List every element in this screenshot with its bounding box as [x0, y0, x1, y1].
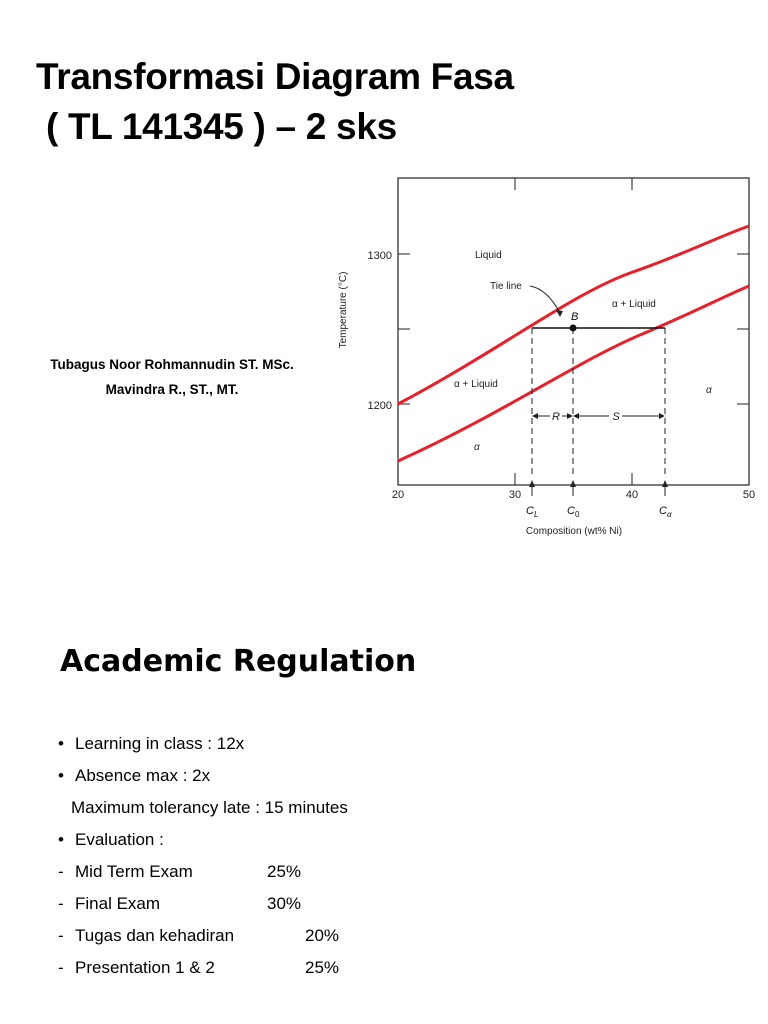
course-title: [36, 52, 514, 152]
course-title-line-1: Transformasi Diagram Fasa: [36, 56, 514, 97]
authors-block: [10, 352, 334, 402]
x-tick-50: 50: [742, 489, 756, 501]
list-item: • Learning in class : 12x: [58, 734, 245, 753]
author-2: Mavindra R., ST., MT.: [105, 382, 239, 397]
x-tick-40: 40: [625, 489, 639, 501]
slide-academic-regulation: [0, 590, 768, 1024]
list-item: - Presentation 1 & 2 25%: [58, 958, 340, 977]
cl-label: $C_L$: [526, 505, 539, 519]
list-item: • Absence max : 2x: [58, 766, 211, 785]
tie-line-arrowhead: [556, 310, 563, 317]
regulation-list: [58, 733, 348, 989]
x-axis-label: Composition (wt% Ni): [525, 526, 623, 537]
region-liquid-label: Liquid: [475, 250, 502, 261]
tie-line-pointer: [530, 286, 560, 313]
segment-r-label: R: [552, 411, 560, 423]
phase-diagram-figure: [330, 170, 760, 550]
x-tick-20: 20: [391, 489, 405, 501]
region-alpha-liquid-right-label: α + Liquid: [612, 299, 656, 310]
y-tick-1300: 1300: [367, 250, 392, 262]
region-alpha-left-label: α: [474, 442, 480, 453]
c0-label: $C_0$: [567, 505, 580, 519]
composition-guides: [532, 328, 665, 475]
region-alpha-liquid-left-label: α + Liquid: [454, 379, 498, 390]
author-1: Tubagus Noor Rohmannudin ST. MSc.: [50, 357, 294, 372]
point-b-label: B: [571, 311, 579, 323]
segment-s-label: S: [612, 411, 620, 423]
list-item: - Mid Term Exam 25%: [58, 862, 302, 881]
y-tick-1200: 1200: [367, 400, 392, 412]
regulation-title: Academic Regulation: [60, 644, 417, 679]
point-b-marker: [570, 325, 577, 332]
composition-arrowheads: [529, 480, 668, 487]
list-item: Maximum tolerancy late : 15 minutes: [71, 798, 348, 817]
list-item: - Final Exam 30%: [58, 894, 302, 913]
calpha-label: $C_\alpha$: [659, 505, 672, 519]
course-title-line-2: ( TL 141345 ) – 2 sks: [36, 106, 397, 147]
list-item: - Tugas dan kehadiran 20%: [58, 926, 340, 945]
composition-arrows: [532, 482, 665, 496]
list-item: • Evaluation :: [58, 830, 164, 849]
x-tick-30: 30: [508, 489, 522, 501]
y-axis-label: Temperature (°C): [338, 271, 349, 349]
tie-line-label: Tie line: [490, 281, 522, 292]
region-alpha-right-label: α: [706, 385, 712, 396]
